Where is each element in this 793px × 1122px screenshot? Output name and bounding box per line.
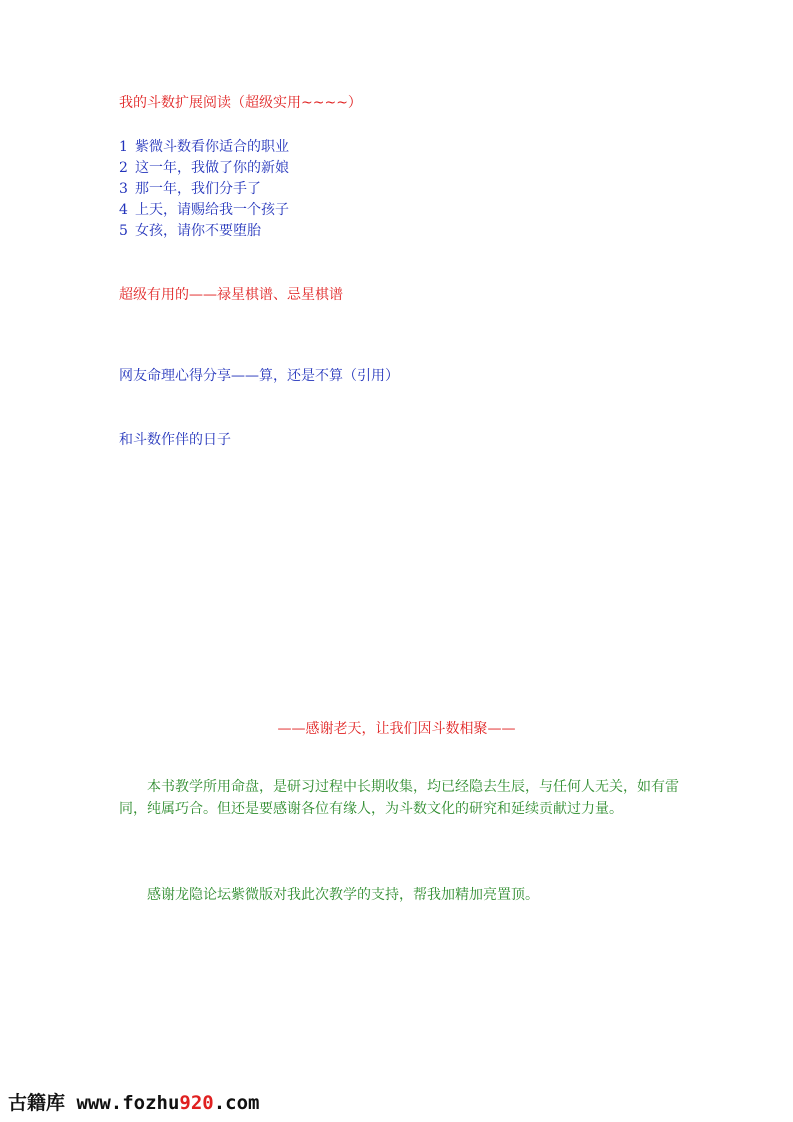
list-item-text: 那一年，我们分手了 — [135, 181, 261, 197]
list-item-text: 女孩，请你不要堕胎 — [135, 223, 261, 239]
footer-url-suffix: .com — [213, 1092, 260, 1114]
list-item-text: 上天，请赐给我一个孩子 — [135, 202, 289, 218]
heading-star-charts[interactable]: 超级有用的——禄星棋谱、忌星棋谱 — [119, 287, 343, 303]
footer-brand: 古籍库 — [8, 1092, 66, 1114]
heading-extended-reading[interactable]: 我的斗数扩展阅读（超级实用~~~~） — [119, 95, 362, 111]
list-item[interactable] — [119, 179, 289, 200]
footer-url-prefix: www.fozhu — [65, 1092, 180, 1114]
list-item[interactable] — [119, 221, 289, 242]
acknowledgement-paragraph: 感谢龙隐论坛紫微版对我此次教学的支持，帮我加精加亮置顶。 — [147, 887, 539, 903]
footer-watermark — [8, 1088, 260, 1115]
list-item[interactable] — [119, 137, 289, 158]
list-item[interactable] — [119, 158, 289, 179]
thanks-title: ——感谢老天，让我们因斗数相聚—— — [277, 721, 516, 737]
heading-netizen-sharing[interactable]: 网友命理心得分享——算，还是不算（引用） — [119, 368, 399, 384]
footer-url-highlight: 920 — [179, 1092, 214, 1114]
list-item-number: 1 — [119, 139, 128, 155]
list-item-text: 这一年，我做了你的新娘 — [135, 160, 289, 176]
list-item-number: 5 — [119, 223, 128, 239]
list-item[interactable] — [119, 200, 289, 221]
heading-days-with-doushu[interactable]: 和斗数作伴的日子 — [119, 432, 231, 448]
list-item-number: 2 — [119, 160, 128, 176]
reading-list — [119, 137, 289, 242]
list-item-number: 3 — [119, 181, 128, 197]
list-item-number: 4 — [119, 202, 128, 218]
list-item-text: 紫微斗数看你适合的职业 — [135, 139, 289, 155]
disclaimer-paragraph: 本书教学所用命盘，是研习过程中长期收集，均已经隐去生辰，与任何人无关，如有雷同，纯属巧合。但还是要感谢各位有缘人，为斗数文化的研究和延续贡献过力量。 — [119, 779, 679, 817]
